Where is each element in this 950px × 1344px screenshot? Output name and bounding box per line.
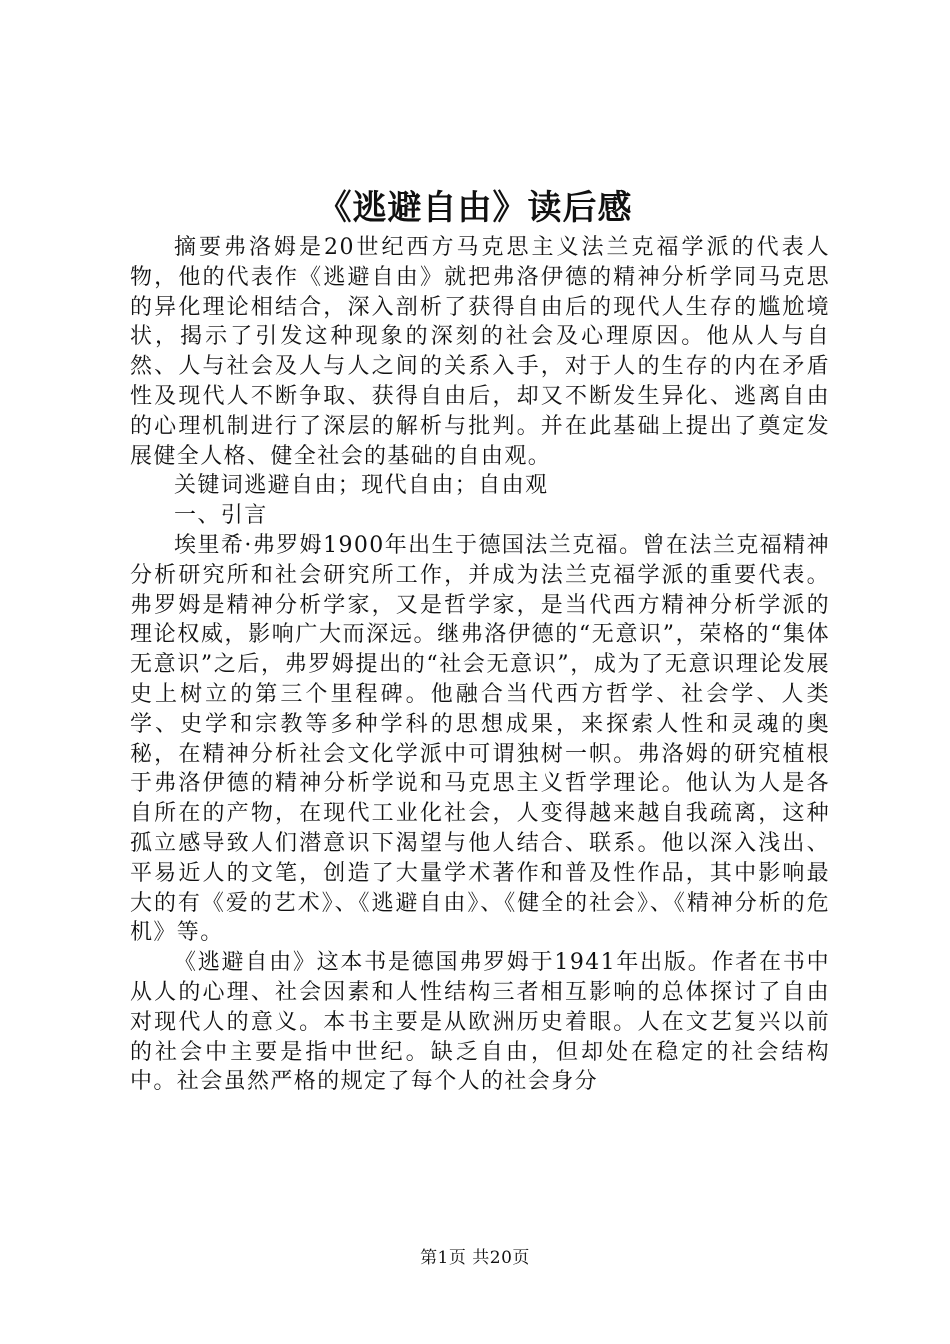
abstract-paragraph: 摘要弗洛姆是20世纪西方马克思主义法兰克福学派的代表人物，他的代表作《逃避自由》就把弗洛伊德的精神分析学同马克思的异化理论相结合，深入剖析了获得自由后的现代人生存的尴尬境状，揭示了引发这种现象的深刻的社会及心理原因。他从人与自然、人与社会及人与人之间的关系入手，对于人的生存的内在矛盾性及现代人不断争取、获得自由后，却又不断发生异化、逃离自由的心理机制进行了深层的解析与批判。并在此基础上提出了奠定发展健全人格、健全社会的基础的自由观。 <box>130 235 830 469</box>
document-body <box>130 233 830 1097</box>
body-paragraph: 埃里希·弗罗姆1900年出生于德国法兰克福。曾在法兰克福精神分析研究所和社会研究所工作，并成为法兰克福学派的重要代表。弗罗姆是精神分析学家，又是哲学家，是当代西方精神分析学派的理论权威，影响广大而深远。继弗洛伊德的“无意识”，荣格的“集体无意识”之后，弗罗姆提出的“社会无意识”，成为了无意识理论发展史上树立的第三个里程碑。他融合当代西方哲学、社会学、人类学、史学和宗教等多种学科的思想成果，来探索人性和灵魂的奥秘，在精神分析社会文化学派中可谓独树一帜。弗洛姆的研究植根于弗洛伊德的精神分析学说和马克思主义哲学理论。他认为人是各自所在的产物，在现代工业化社会，人变得越来越自我疏离，这种孤立感导致人们潜意识下渴望与他人结合、联系。他以深入浅出、平易近人的文笔，创造了大量学术著作和普及性作品，其中影响最大的有《爱的艺术》、《逃避自由》、《健全的社会》、《精神分析的危机》等。 <box>130 532 830 946</box>
body-paragraph: 《逃避自由》这本书是德国弗罗姆于1941年出版。作者在书中从人的心理、社会因素和人性结构三者相互影响的总体探讨了自由对现代人的意义。本书主要是从欧洲历史着眼。人在文艺复兴以前的社会中主要是指中世纪。缺乏自由，但却处在稳定的社会结构中。社会虽然严格的规定了每个人的社会身分 <box>130 950 830 1095</box>
document-title: 《逃避自由》读后感 <box>317 188 633 228</box>
keywords-paragraph: 关键词逃避自由；现代自由；自由观 <box>174 473 549 499</box>
section-heading-introduction: 一、引言 <box>174 503 268 529</box>
page-footer: 第1页 共20页 <box>420 1248 530 1268</box>
